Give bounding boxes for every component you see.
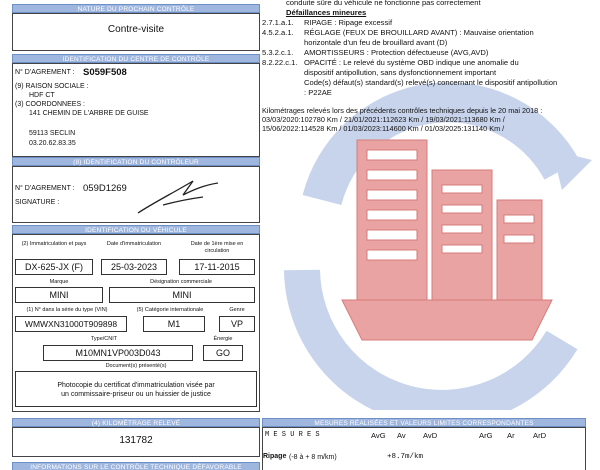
controller-signature [133, 173, 223, 218]
defect-line: RÉGLAGE (FEUX DE BROUILLARD AVANT) : Mauvaise orientation [304, 28, 534, 37]
mileage-box [12, 427, 260, 457]
plate-field: DX-625-JX (F) [15, 259, 93, 275]
km-history-line: Kilométrages relevés lors des précédents contrôles techniques depuis le 20 mai 2018 : [262, 106, 543, 115]
controller-signature-label: SIGNATURE : [15, 199, 60, 206]
reg-date-field: 25-03-2023 [101, 259, 167, 275]
center-name-value: HDF CT [29, 92, 55, 99]
measures-col-avd: AvD [423, 431, 438, 440]
watermark-logo [262, 50, 600, 410]
make-field: MINI [15, 287, 103, 303]
ripage-range: (-8 à + 8 m/km) [289, 454, 337, 461]
energy-field: GO [203, 345, 243, 361]
controller-header: (8) IDENTIFICATION DU CONTRÔLEUR [12, 157, 260, 166]
reg-date-caption: Date d'immatriculation [106, 241, 162, 247]
first-date-caption: Date de 1ère mise en circulation [190, 241, 244, 254]
plate-caption: (2) Immatriculation et pays [21, 241, 87, 247]
first-date-field: 17-11-2015 [179, 259, 255, 275]
defect-code: 4.5.2.a.1. [262, 28, 294, 37]
mileage-header: (4) KILOMÉTRAGE RELEVÉ [12, 418, 260, 427]
controller-agreement-label: N° D'AGREMENT : [15, 185, 75, 192]
logo-red-tower [342, 140, 552, 340]
energy-caption: Énergie [213, 336, 233, 342]
unfavorable-info-header: INFORMATIONS SUR LE CONTRÔLE TECHNIQUE DÉFAVORABLE [12, 462, 260, 470]
defect-line: : P22AE [304, 88, 332, 97]
model-caption: Désignation commerciale [150, 279, 212, 285]
docs-field: Photocopie du certificat d'immatriculation visée par un commissaire-priseur ou un huissier de justice [15, 371, 257, 407]
top-line: conduite sûre du véhicule ne fonctionne pas correctement [286, 0, 481, 7]
vin-field: WMWXN31000T909898 [15, 316, 127, 332]
docs-caption: Document(s) présenté(s) [105, 363, 167, 369]
measures-col-av: Av [397, 431, 406, 440]
ripage-value: +8.7m/km [387, 453, 424, 461]
defect-line: OPACITÉ : Le relevé du système OBD indique une anomalie du [304, 58, 519, 67]
make-caption: Marque [49, 279, 69, 285]
next-control-box [12, 13, 260, 51]
measures-col-arg: ArG [479, 431, 493, 440]
km-history-line: 03/03/2020:102780 Km / 21/01/2021:112623 Km / 19/03/2021:113680 Km / [262, 115, 505, 124]
controller-box [12, 166, 260, 223]
category-caption: (5) Catégorie internationale [136, 307, 204, 313]
center-agreement-label: N° D'AGREMENT : [15, 69, 75, 76]
next-control-header: NATURE DU PROCHAIN CONTRÔLE [12, 4, 260, 13]
center-phone: 03.20.62.83.35 [29, 140, 76, 147]
center-header: IDENTIFICATION DU CENTRE DE CONTRÔLE [12, 54, 260, 63]
defect-line: dispositif antipollution, sans dysfonctionnement important [304, 68, 497, 77]
minor-defects-title: Défaillances mineures [286, 8, 367, 17]
genre-caption: Genre [229, 307, 245, 313]
next-control-value: Contre-visite [107, 24, 165, 35]
mileage-value: 131782 [119, 435, 153, 446]
measures-box [262, 427, 586, 470]
center-coords-label: (3) COORDONNEES : [15, 101, 86, 108]
defect-code: 2.7.1.a.1. [262, 18, 294, 27]
ripage-label: Ripage [263, 453, 287, 460]
genre-field: VP [219, 316, 255, 332]
model-field: MINI [109, 287, 255, 303]
category-field: M1 [143, 316, 205, 332]
measures-header: MESURES RÉALISÉES ET VALEURS LIMITES CORRESPONDANTES [262, 418, 586, 427]
defect-line: Code(s) défaut(s) standard(s) relevé(s) concernant le dispositif antipollution [304, 78, 558, 87]
center-address-line2: 59113 SECLIN [29, 130, 76, 137]
defect-code: 8.2.22.c.1. [262, 58, 298, 67]
measures-col-label: M E S U R E S [265, 431, 320, 439]
center-address-line1: 141 CHEMIN DE L'ARBRE DE GUISE [29, 110, 149, 117]
type-caption: Type/CNIT [90, 336, 118, 342]
center-name-label: (9) RAISON SOCIALE : [15, 83, 89, 90]
defect-code: 5.3.2.c.1. [262, 48, 294, 57]
measures-col-ar: Ar [507, 431, 515, 440]
defect-line: AMORTISSEURS : Protection défectueuse (AVG,AVD) [304, 48, 489, 57]
vin-caption: (1) N° dans la série du type (VIN) [26, 307, 108, 313]
measures-col-ard: ArD [533, 431, 547, 440]
vehicle-header: IDENTIFICATION DU VÉHICULE [12, 225, 260, 234]
defect-line: RIPAGE : Ripage excessif [304, 18, 393, 27]
vehicle-box [12, 234, 260, 412]
center-agreement-value: S059F508 [83, 67, 127, 78]
measures-col-avg: AvG [371, 431, 386, 440]
center-box [12, 63, 260, 157]
km-history-line: 15/06/2022:114528 Km / 01/03/2023:114600 Km / 01/03/2025:131140 Km / [262, 124, 505, 133]
type-field: M10MN1VP003D043 [43, 345, 193, 361]
controller-agreement-value: 059D1269 [83, 183, 127, 194]
defect-line: horizontale d'un feu de brouillard avant (D) [304, 38, 448, 47]
